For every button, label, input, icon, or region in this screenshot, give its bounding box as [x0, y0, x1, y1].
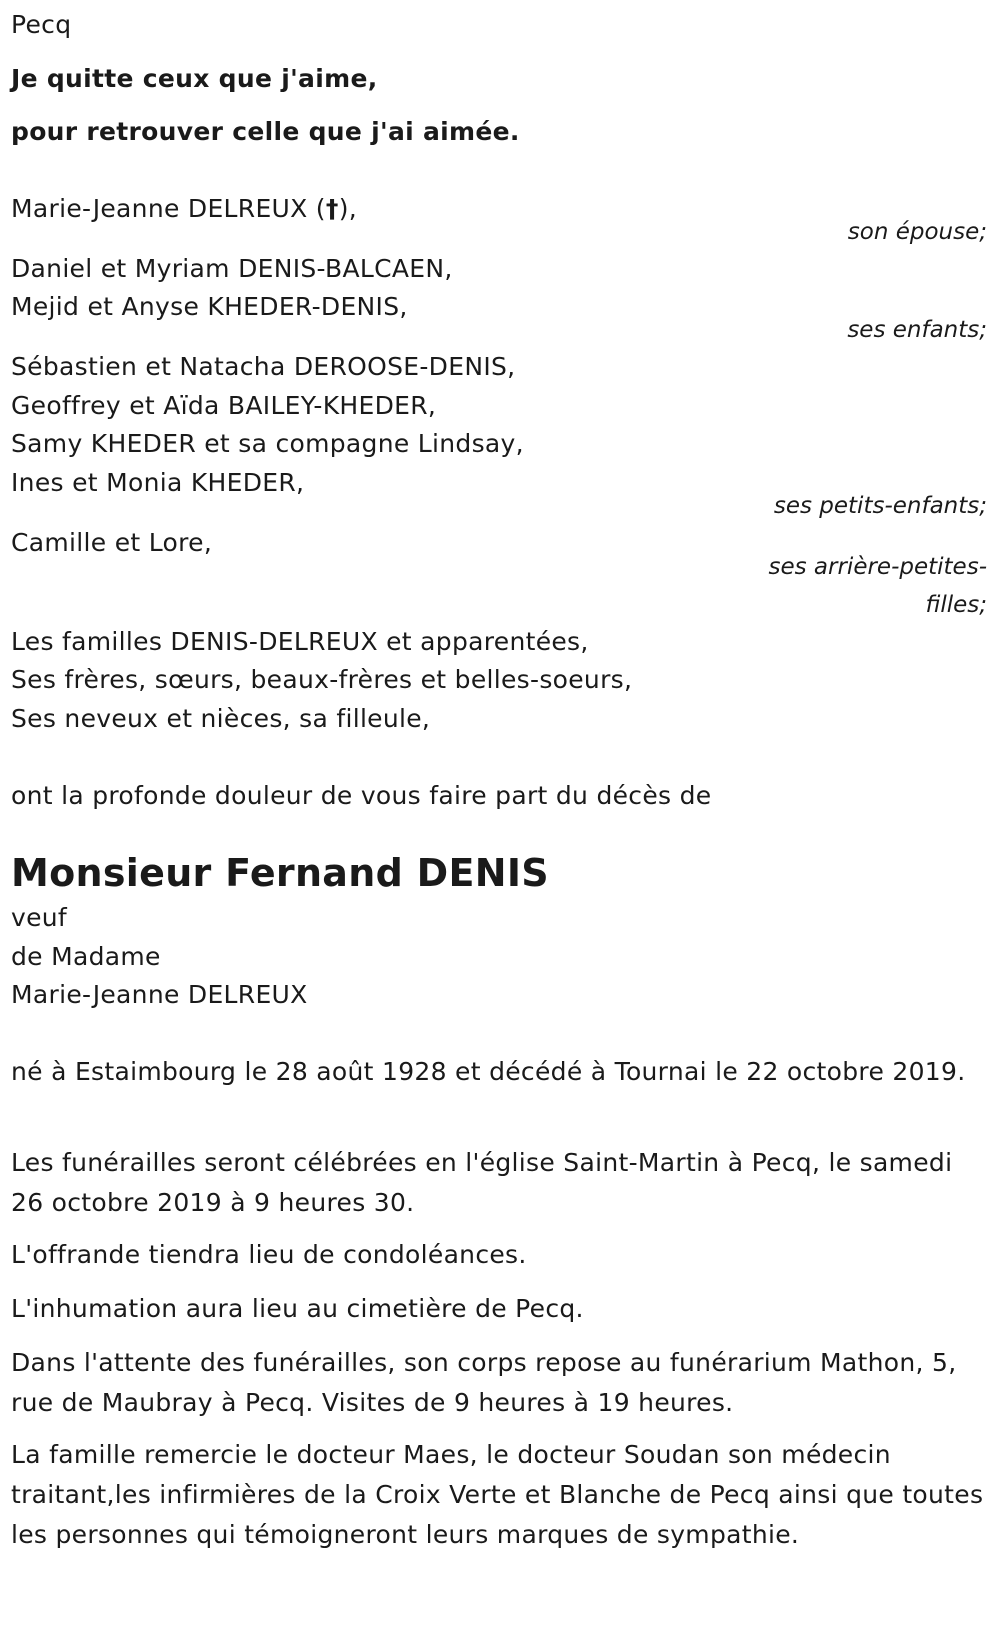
thanks-paragraph: La famille remercie le docteur Maes, le docteur Soudan son médecin traitant,les infirmières de la Croix Verte et Blanche de Pecq ainsi que toutes les personnes qui témoigneront leurs marques de sympathie. — [11, 1440, 984, 1549]
cross-icon: † — [325, 194, 339, 223]
repose-paragraph: Dans l'attente des funérailles, son corps repose au funérarium Mathon, 5, rue de Maubray à Pecq. Visites de 9 heures à 19 heures. — [11, 1348, 957, 1417]
grandchild-3: Samy KHEDER et sa compagne Lindsay, — [11, 429, 524, 458]
deceased-status-3: Marie-Jeanne DELREUX — [11, 980, 308, 1009]
grandchild-2: Geoffrey et Aïda BAILEY-KHEDER, — [11, 391, 437, 420]
grandchild-4: Ines et Monia KHEDER, — [11, 468, 305, 497]
child-1: Daniel et Myriam DENIS-BALCAEN, — [11, 254, 453, 283]
children-role: ses enfants; — [847, 317, 987, 343]
spouse-line — [11, 189, 357, 229]
burial-paragraph: L'inhumation aura lieu au cimetière de Pecq. — [11, 1294, 584, 1323]
others-line-2: Ses frères, sœurs, beaux-frères et belles-soeurs, — [11, 665, 633, 694]
deceased-status-1: veuf — [11, 903, 68, 932]
great-grandchildren: Camille et Lore, — [11, 528, 213, 557]
quote-line-1: Je quitte ceux que j'aime, — [11, 64, 378, 93]
quote-line-2: pour retrouver celle que j'ai aimée. — [11, 117, 520, 146]
funeral-paragraph: Les funérailles seront célébrées en l'église Saint-Martin à Pecq, le samedi 26 octobre 2019 à 9 heures 30. — [11, 1148, 953, 1217]
great-grandchildren-role-line-1: ses arrière-petites- — [768, 554, 987, 580]
others-line-3: Ses neveux et nièces, sa filleule, — [11, 704, 431, 733]
spouse-role: son épouse; — [847, 219, 987, 245]
offering-paragraph: L'offrande tiendra lieu de condoléances. — [11, 1240, 527, 1269]
great-grandchildren-role-line-2: filles; — [925, 592, 987, 618]
announcement: ont la profonde douleur de vous faire part du décès de — [11, 781, 712, 810]
grandchildren-role: ses petits-enfants; — [773, 493, 987, 519]
others-line-1: Les familles DENIS-DELREUX et apparentées, — [11, 627, 589, 656]
deceased-name: Monsieur Fernand DENIS — [11, 851, 549, 895]
birth-death-paragraph: né à Estaimbourg le 28 août 1928 et décédé à Tournai le 22 octobre 2019. — [11, 1057, 966, 1086]
spouse-name: Marie-Jeanne DELREUX ( — [11, 194, 326, 223]
child-2: Mejid et Anyse KHEDER-DENIS, — [11, 292, 408, 321]
spouse-suffix: ), — [338, 194, 357, 223]
deceased-status-2: de Madame — [11, 942, 161, 971]
location: Pecq — [11, 10, 72, 39]
grandchild-1: Sébastien et Natacha DEROOSE-DENIS, — [11, 352, 516, 381]
